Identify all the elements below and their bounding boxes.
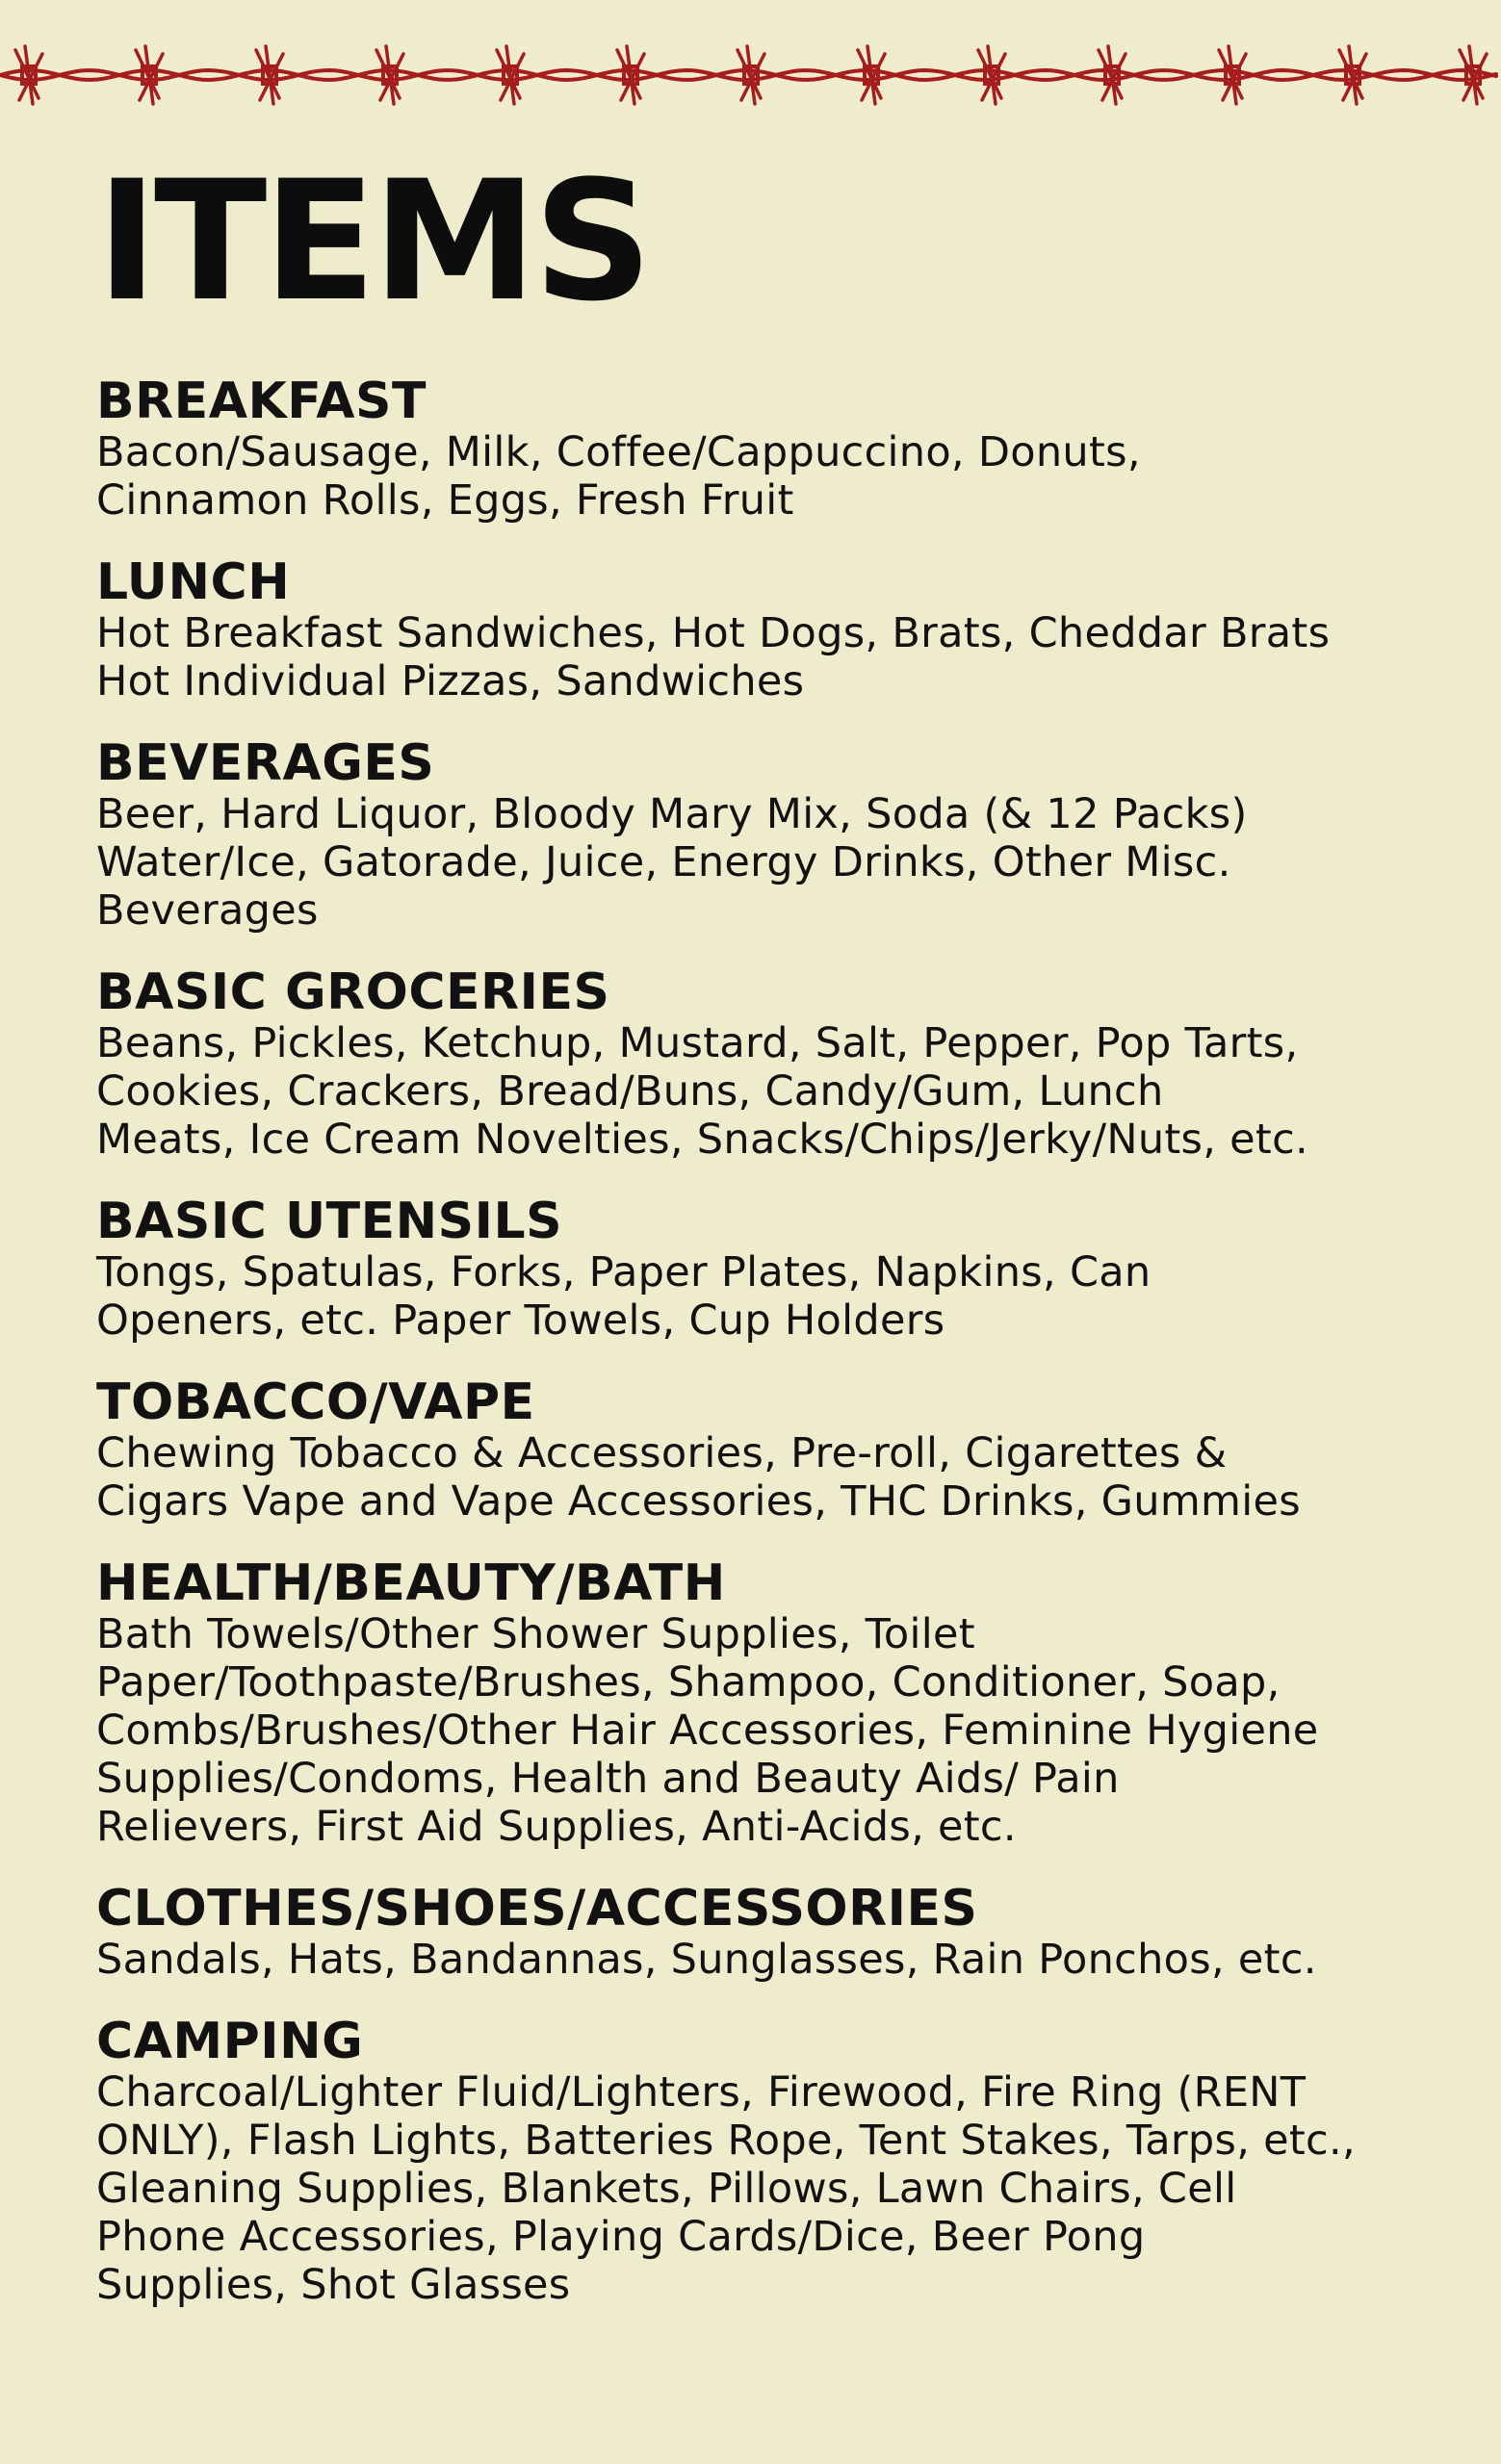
item-line: Charcoal/Lighter Fluid/Lighters, Firewood, Fire Ring (RENT <box>96 2068 1307 2117</box>
item-line: Beans, Pickles, Ketchup, Mustard, Salt, Pepper, Pop Tarts, <box>96 1019 1299 1067</box>
section-heading: CLOTHES/SHOES/ACCESSORIES <box>96 1880 978 1938</box>
item-line: Meats, Ice Cream Novelties, Snacks/Chips/Jerky/Nuts, etc. <box>96 1116 1308 1164</box>
item-line: ONLY), Flash Lights, Batteries Rope, Tent Stakes, Tarps, etc., <box>96 2117 1356 2165</box>
barb-icon <box>136 46 163 104</box>
section-basic-groceries <box>96 965 1463 1164</box>
barb-icon <box>376 46 403 104</box>
section-heading: BEVERAGES <box>96 734 435 792</box>
item-line: Supplies/Condoms, Health and Beauty Aids/ Pain <box>96 1755 1120 1803</box>
items-page <box>96 144 1463 2340</box>
item-sections <box>96 374 1463 2309</box>
barb-icon <box>738 46 764 104</box>
item-line: Chewing Tobacco & Accessories, Pre-roll, Cigarettes & <box>96 1429 1228 1477</box>
page-title: ITEMS <box>96 144 649 338</box>
section-heading: BREAKFAST <box>96 372 427 430</box>
barb-icon <box>1339 46 1366 104</box>
item-line: Combs/Brushes/Other Hair Accessories, Feminine Hygiene <box>96 1707 1319 1755</box>
item-line: Water/Ice, Gatorade, Juice, Energy Drinks, Other Misc. <box>96 838 1231 886</box>
barb-icon <box>978 46 1005 104</box>
item-line: Beverages <box>96 886 319 935</box>
barb-icon <box>1099 46 1126 104</box>
item-line: Hot Individual Pizzas, Sandwiches <box>96 657 805 706</box>
section-clothes-shoes-accessories <box>96 1882 1463 1984</box>
section-lunch <box>96 555 1463 706</box>
section-items <box>96 1936 1463 1984</box>
item-line: Paper/Toothpaste/Brushes, Shampoo, Conditioner, Soap, <box>96 1658 1281 1707</box>
item-line: Hot Breakfast Sandwiches, Hot Dogs, Brats, Cheddar Brats <box>96 609 1331 657</box>
barb-icon <box>256 46 283 104</box>
item-line: Cigars Vape and Vape Accessories, THC Drinks, Gummies <box>96 1477 1301 1526</box>
item-line: Phone Accessories, Playing Cards/Dice, Beer Pong <box>96 2213 1146 2261</box>
item-line: Relievers, First Aid Supplies, Anti-Acids, etc. <box>96 1803 1017 1851</box>
barb-icon <box>1219 46 1246 104</box>
item-line: Cinnamon Rolls, Eggs, Fresh Fruit <box>96 476 794 525</box>
barb-icon <box>617 46 644 104</box>
barb-icon <box>858 46 885 104</box>
section-items <box>96 790 1463 935</box>
item-line: Bath Towels/Other Shower Supplies, Toilet <box>96 1610 975 1658</box>
section-items <box>96 1248 1463 1345</box>
section-items <box>96 2068 1463 2309</box>
section-tobacco-vape <box>96 1375 1463 1526</box>
barbed-wire-border <box>0 38 1501 116</box>
section-heading: TOBACCO/VAPE <box>96 1373 535 1431</box>
item-line: Openers, etc. Paper Towels, Cup Holders <box>96 1296 945 1345</box>
section-breakfast <box>96 374 1463 525</box>
section-basic-utensils <box>96 1194 1463 1345</box>
section-heading: LUNCH <box>96 553 291 611</box>
section-items <box>96 428 1463 525</box>
section-beverages <box>96 736 1463 935</box>
section-items <box>96 609 1463 706</box>
section-health-beauty-bath <box>96 1556 1463 1851</box>
section-heading: HEALTH/BEAUTY/BATH <box>96 1554 726 1612</box>
barb-icon <box>497 46 524 104</box>
section-heading: CAMPING <box>96 2013 364 2070</box>
section-items <box>96 1610 1463 1851</box>
item-line: Gleaning Supplies, Blankets, Pillows, Lawn Chairs, Cell <box>96 2165 1237 2213</box>
item-line: Tongs, Spatulas, Forks, Paper Plates, Napkins, Can <box>96 1248 1152 1296</box>
section-camping <box>96 2015 1463 2309</box>
section-items <box>96 1429 1463 1526</box>
barb-icon <box>1460 46 1487 104</box>
item-line: Beer, Hard Liquor, Bloody Mary Mix, Soda (& 12 Packs) <box>96 790 1248 838</box>
item-line: Supplies, Shot Glasses <box>96 2261 571 2309</box>
section-items <box>96 1019 1463 1164</box>
barb-icon <box>15 46 42 104</box>
section-heading: BASIC GROCERIES <box>96 963 610 1021</box>
item-line: Cookies, Crackers, Bread/Buns, Candy/Gum, Lunch <box>96 1067 1164 1116</box>
item-line: Sandals, Hats, Bandannas, Sunglasses, Rain Ponchos, etc. <box>96 1936 1317 1984</box>
section-heading: BASIC UTENSILS <box>96 1193 563 1250</box>
item-line: Bacon/Sausage, Milk, Coffee/Cappuccino, Donuts, <box>96 428 1141 476</box>
